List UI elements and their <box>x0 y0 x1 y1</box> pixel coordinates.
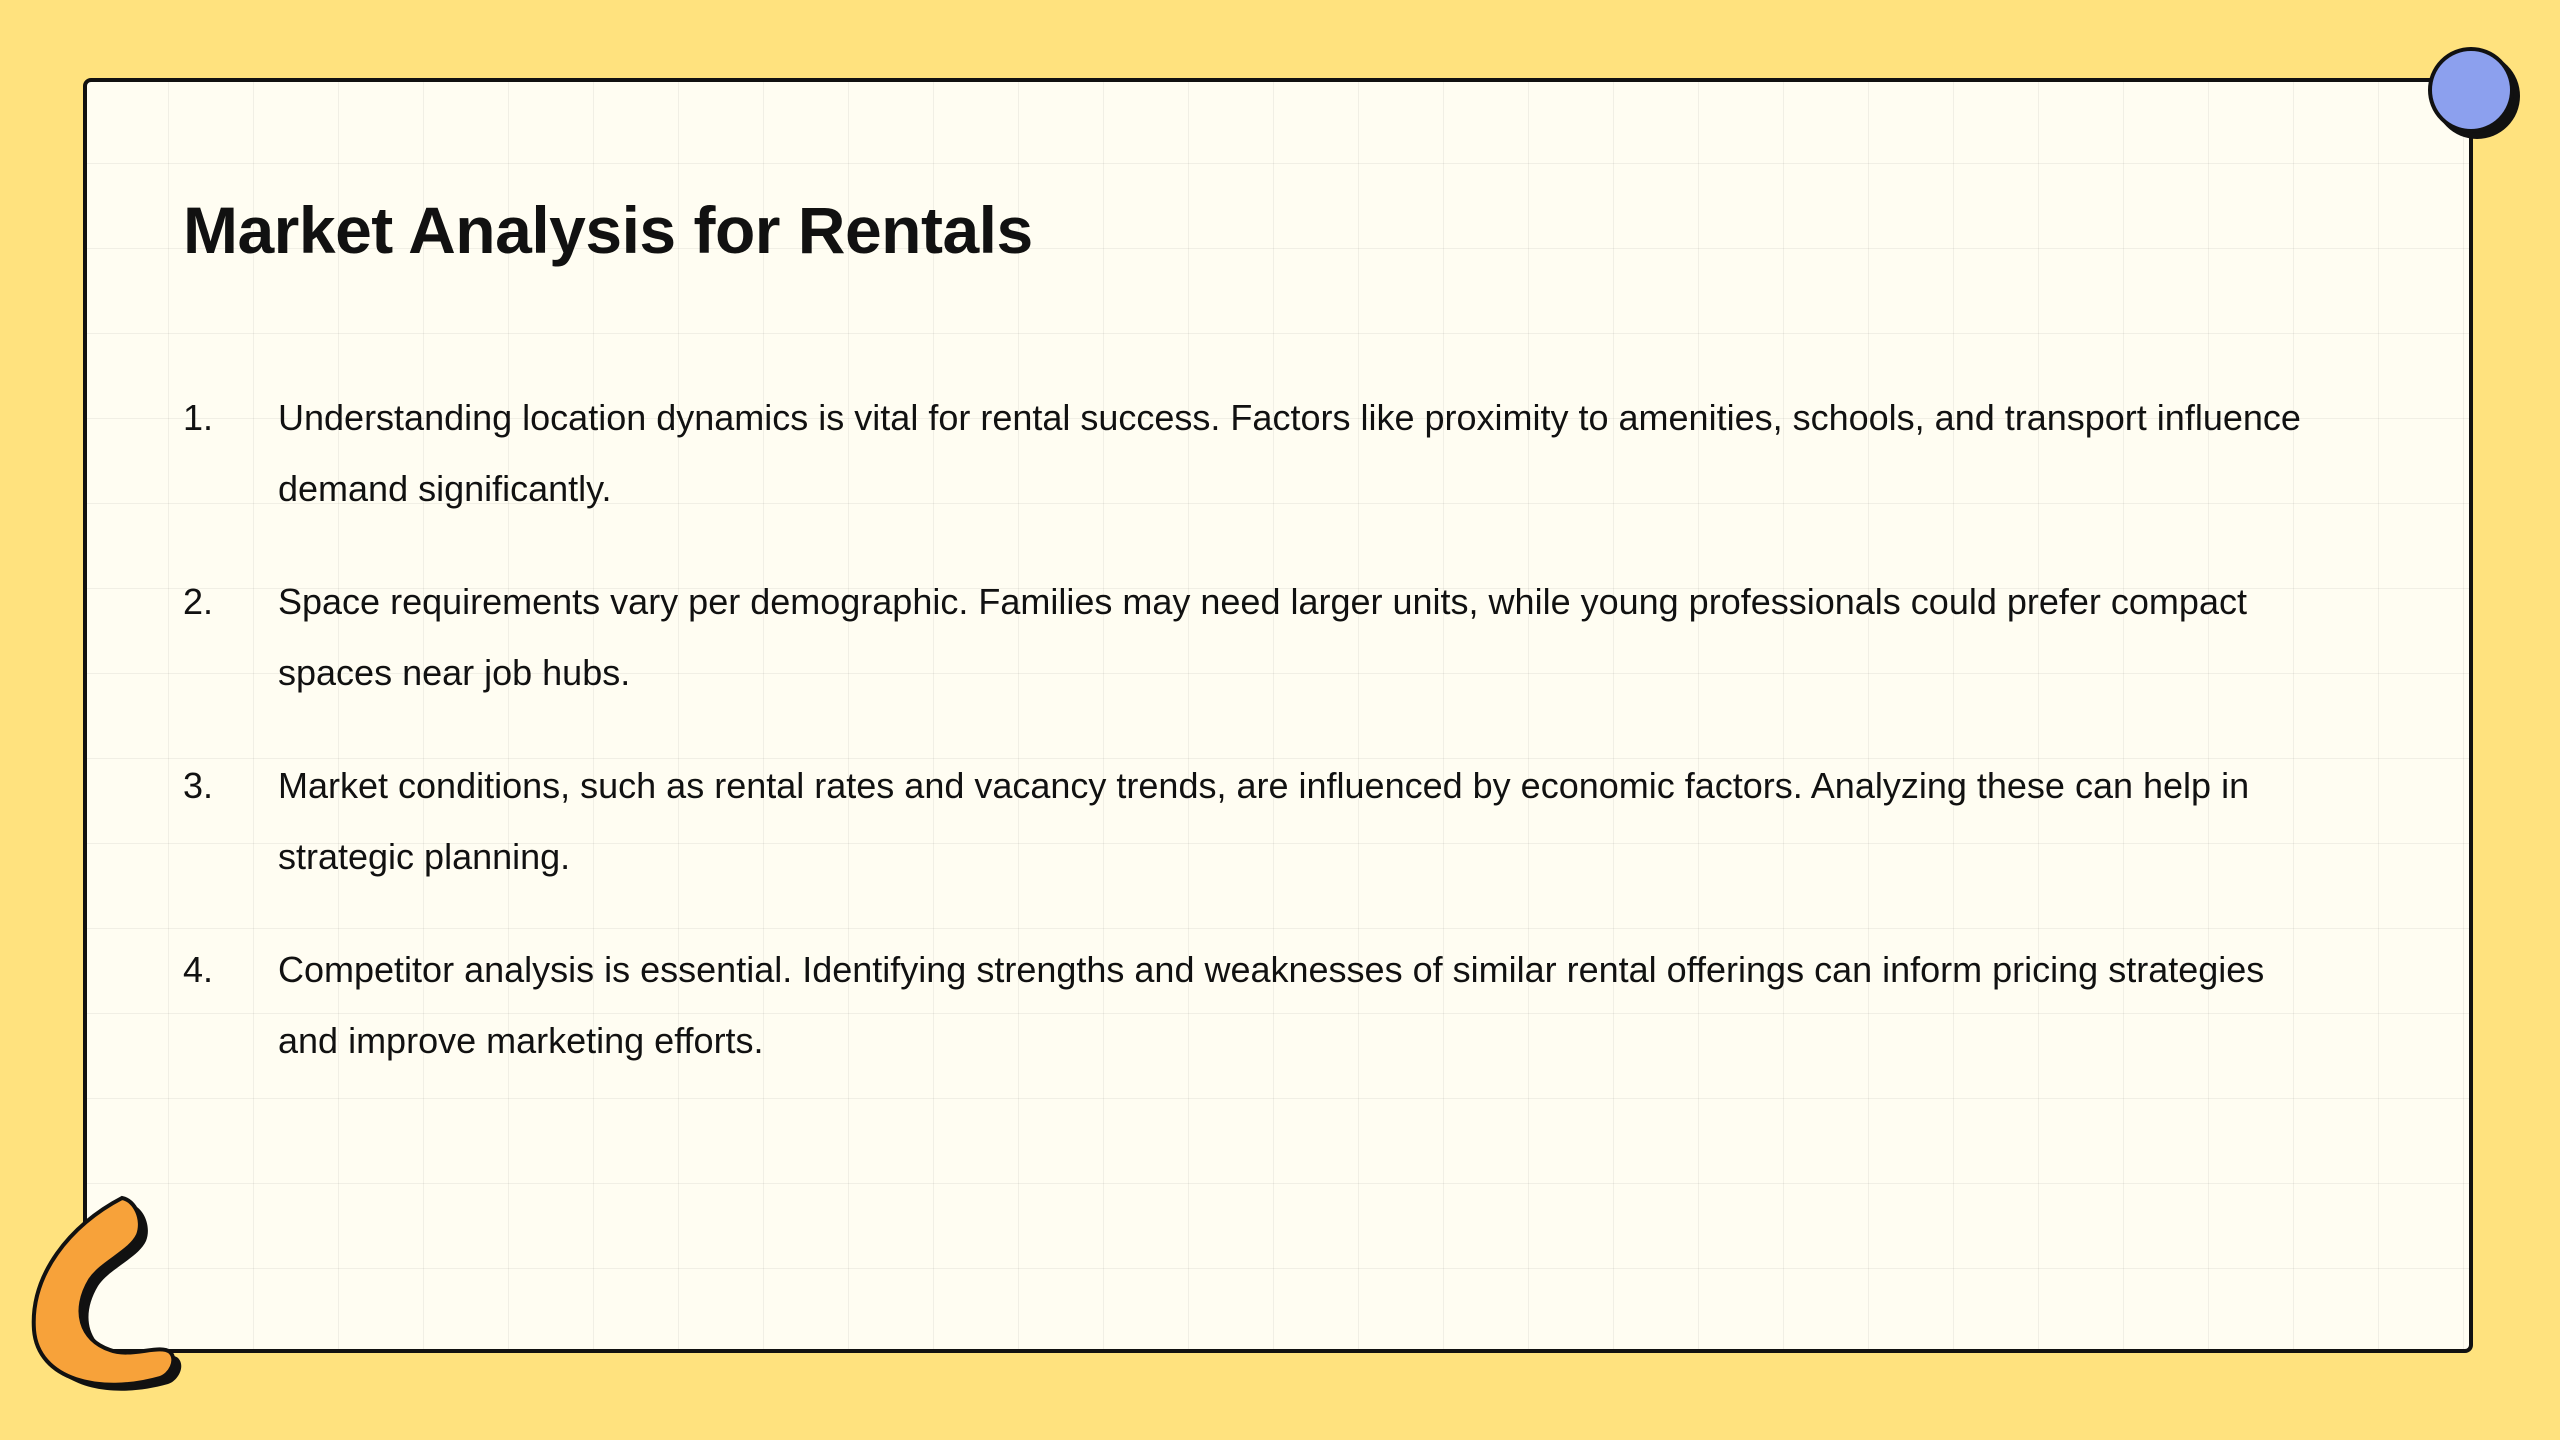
list-item-text: Understanding location dynamics is vital for rental success. Factors like proximity to amenities, schools, and transport influence demand significantly. <box>278 397 2301 509</box>
list-item-text: Competitor analysis is essential. Identifying strengths and weaknesses of similar rental offerings can inform pricing strategies and improve marketing efforts. <box>278 949 2265 1061</box>
circle-decoration <box>2428 47 2514 133</box>
slide-title: Market Analysis for Rentals <box>183 193 1033 267</box>
list-item <box>183 566 2383 708</box>
list-item <box>183 750 2383 892</box>
list-item-number: 2. <box>183 581 214 622</box>
content-card <box>83 78 2473 1353</box>
list-item-number: 1. <box>183 397 214 438</box>
c-shape-body <box>34 1198 174 1385</box>
c-shape-decoration <box>20 1180 210 1400</box>
list-item-number: 3. <box>183 765 214 806</box>
list-item-number: 4. <box>183 949 214 990</box>
list-item-text: Space requirements vary per demographic. Families may need larger units, while young professionals could prefer compact spaces near job hubs. <box>278 581 2247 693</box>
list-item <box>183 934 2383 1076</box>
list-item-text: Market conditions, such as rental rates and vacancy trends, are influenced by economic factors. Analyzing these can help in strategic planning. <box>278 765 2250 877</box>
list-item <box>183 382 2383 524</box>
analysis-list <box>183 382 2383 1118</box>
